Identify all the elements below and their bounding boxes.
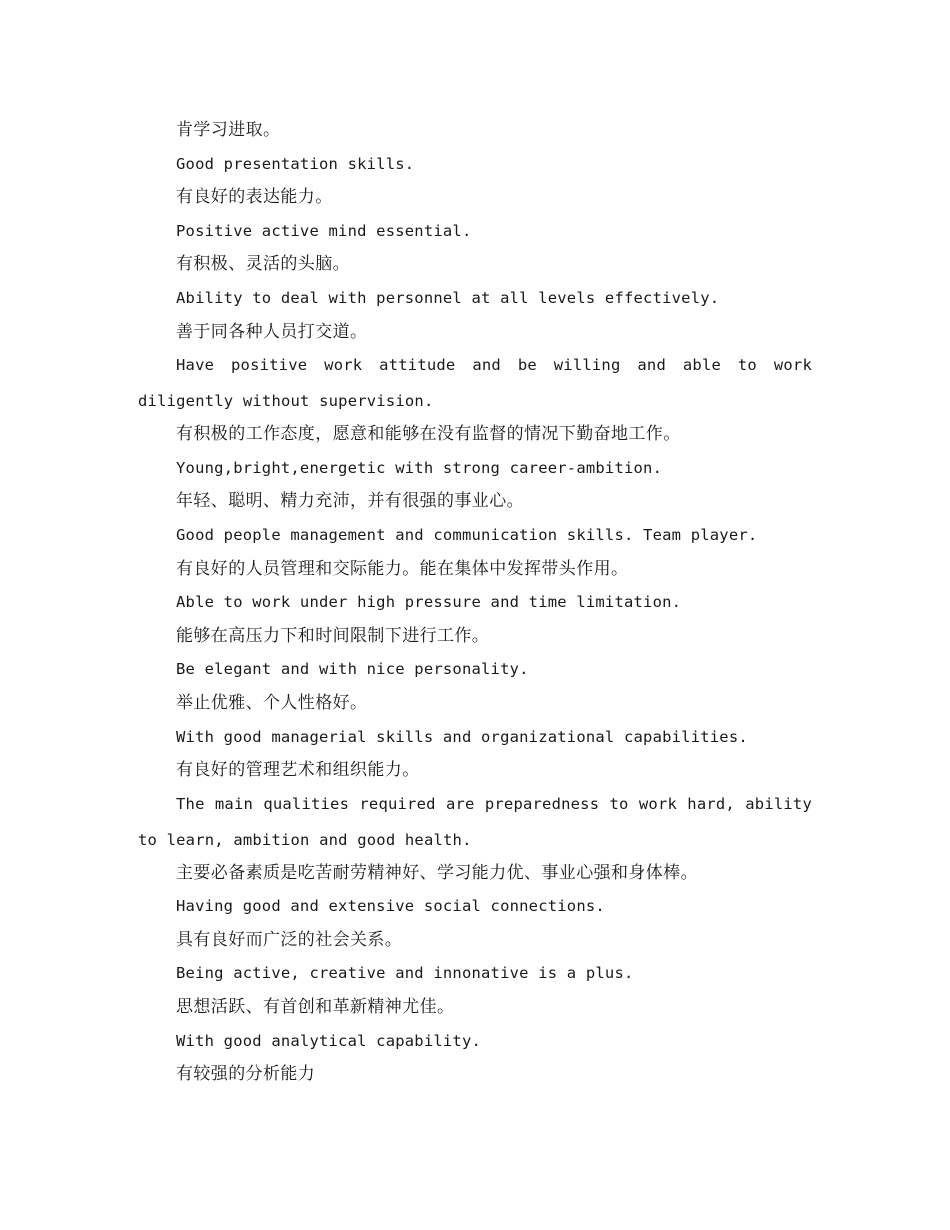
text-line: 有积极的工作态度，愿意和能够在没有监督的情况下勤奋地工作。: [176, 424, 681, 445]
text-line: 有良好的人员管理和交际能力。能在集体中发挥带头作用。: [176, 558, 629, 579]
text-line: 有良好的表达能力。: [176, 187, 333, 208]
text-line: 肯学习进取。: [176, 120, 281, 140]
document-body: [138, 114, 812, 1092]
text-line: Young,bright,energetic with strong career-ambition.: [176, 458, 663, 477]
text-line: Be elegant and with nice personality.: [176, 660, 529, 679]
text-line: 有积极、灵活的头脑。: [176, 254, 350, 275]
text-line: With good analytical capability.: [176, 1031, 482, 1050]
text-paragraph: Have positive work attitude and be willing and able to work diligently without supervision.: [138, 356, 812, 411]
text-line: 善于同各种人员打交道。: [176, 321, 368, 342]
text-line: Ability to deal with personnel at all levels effectively.: [176, 288, 720, 307]
text-line: 具有良好而广泛的社会关系。: [176, 929, 403, 950]
text-line: Being active, creative and innonative is a plus.: [176, 964, 634, 983]
text-line: 年轻、聪明、精力充沛，并有很强的事业心。: [176, 491, 524, 512]
text-line: 主要必备素质是吃苦耐劳精神好、学习能力优、事业心强和身体棒。: [176, 862, 698, 883]
text-line: 有较强的分析能力: [176, 1064, 316, 1085]
text-line: Having good and extensive social connections.: [176, 897, 605, 916]
text-line: Good people management and communication skills. Team player.: [176, 525, 758, 544]
text-paragraph: The main qualities required are preparedness to work hard, ability to learn, ambition and good health.: [138, 794, 812, 849]
text-line: Able to work under high pressure and time limitation.: [176, 593, 682, 612]
text-line: 举止优雅、个人性格好。: [176, 692, 368, 713]
text-line: 有良好的管理艺术和组织能力。: [176, 760, 420, 781]
text-line: 能够在高压力下和时间限制下进行工作。: [176, 625, 490, 646]
text-line: Good presentation skills.: [176, 154, 415, 173]
text-line: Positive active mind essential.: [176, 221, 472, 240]
text-line: 思想活跃、有首创和革新精神尤佳。: [176, 997, 455, 1018]
text-line: With good managerial skills and organizational capabilities.: [176, 727, 748, 746]
